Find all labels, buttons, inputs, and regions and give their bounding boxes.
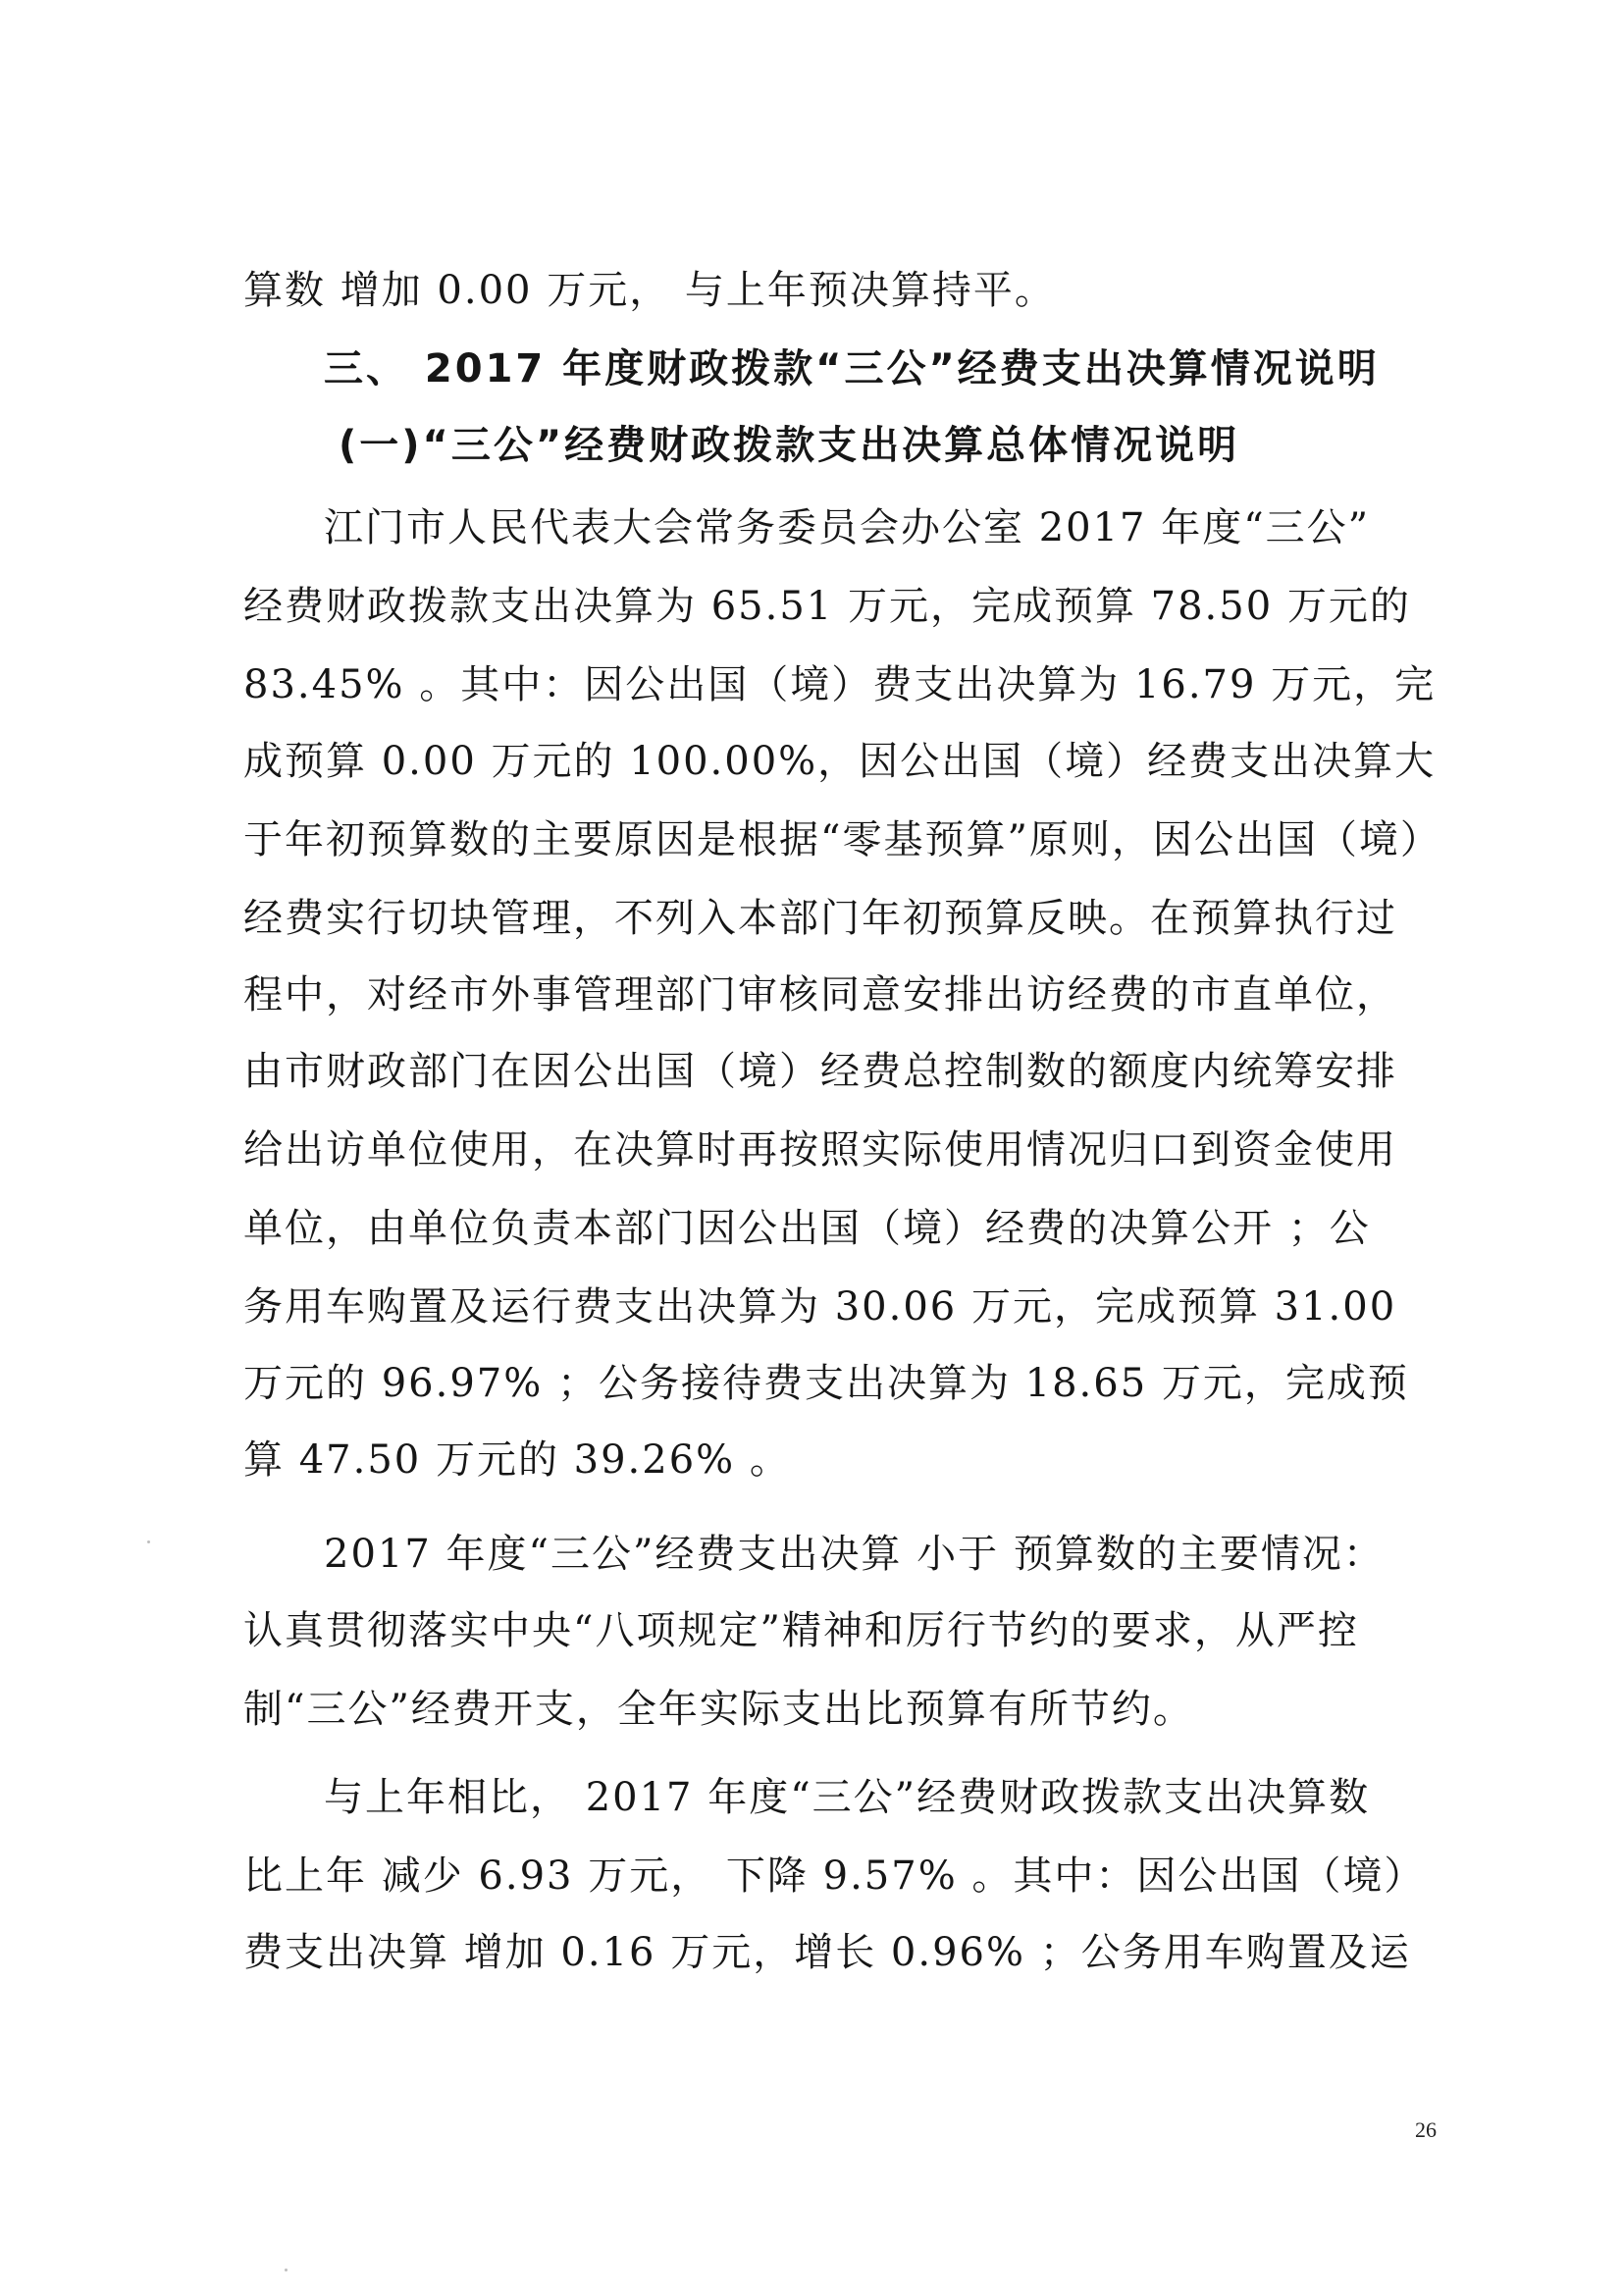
body-text-line: 由市财政部门在因公出国（境）经费总控制数的额度内统筹安排 [243, 1049, 1397, 1094]
body-text-line: 程中，对经市外事管理部门审核同意安排出访经费的市直单位， [243, 972, 1397, 1018]
body-text-line: 给出访单位使用，在决算时再按照实际使用情况归口到资金使用 [243, 1127, 1397, 1173]
subsection-heading: (一)“三公”经费财政拨款支出决算总体情况说明 [339, 423, 1240, 468]
scan-artifact-dot [147, 1540, 150, 1543]
page-number: 26 [1415, 2117, 1437, 2142]
paragraph-first-line: 与上年相比， 2017 年度“三公”经费财政拨款支出决算数 [324, 1775, 1371, 1820]
scan-artifact-dot [285, 2269, 288, 2271]
body-text-line: 单位，由单位负责本部门因公出国（境）经费的决算公开 ；公 [243, 1206, 1371, 1251]
paragraph-first-line: 2017 年度“三公”经费支出决算 小于 预算数的主要情况： [324, 1532, 1385, 1577]
body-text-line: 务用车购置及运行费支出决算为 30.06 万元，完成预算 31.00 [243, 1284, 1397, 1330]
paragraph-first-line: 江门市人民代表大会常务委员会办公室 2017 年度“三公” [324, 505, 1371, 550]
body-text-line: 费支出决算 增加 0.16 万元，增长 0.96% ；公务用车购置及运 [243, 1930, 1411, 1975]
body-text-line: 经费财政拨款支出决算为 65.51 万元，完成预算 78.50 万元的 [243, 584, 1411, 629]
section-heading: 三、 2017 年度财政拨款“三公”经费支出决算情况说明 [324, 346, 1380, 391]
body-text-line: 比上年 减少 6.93 万元， 下降 9.57% 。其中：因公出国（境） [243, 1853, 1426, 1899]
body-text-line: 83.45% 。其中：因公出国（境）费支出决算为 16.79 万元，完 [243, 662, 1437, 707]
body-text-line: 制“三公”经费开支，全年实际支出比预算有所节约。 [243, 1687, 1194, 1732]
body-text-line: 成预算 0.00 万元的 100.00%，因公出国（境）经费支出决算大 [243, 739, 1437, 784]
body-text-line: 万元的 96.97% ；公务接待费支出决算为 18.65 万元，完成预 [243, 1361, 1409, 1406]
body-text-line: 算数 增加 0.00 万元， 与上年预决算持平。 [243, 268, 1056, 313]
body-text-line: 于年初预算数的主要原因是根据“零基预算”原则，因公出国（境） [243, 817, 1441, 862]
body-text-line: 经费实行切块管理，不列入本部门年初预算反映。在预算执行过 [243, 896, 1397, 941]
body-text-line: 认真贯彻落实中央“八项规定”精神和厉行节约的要求，从严控 [243, 1608, 1359, 1653]
body-text-line: 算 47.50 万元的 39.26% 。 [243, 1437, 791, 1483]
